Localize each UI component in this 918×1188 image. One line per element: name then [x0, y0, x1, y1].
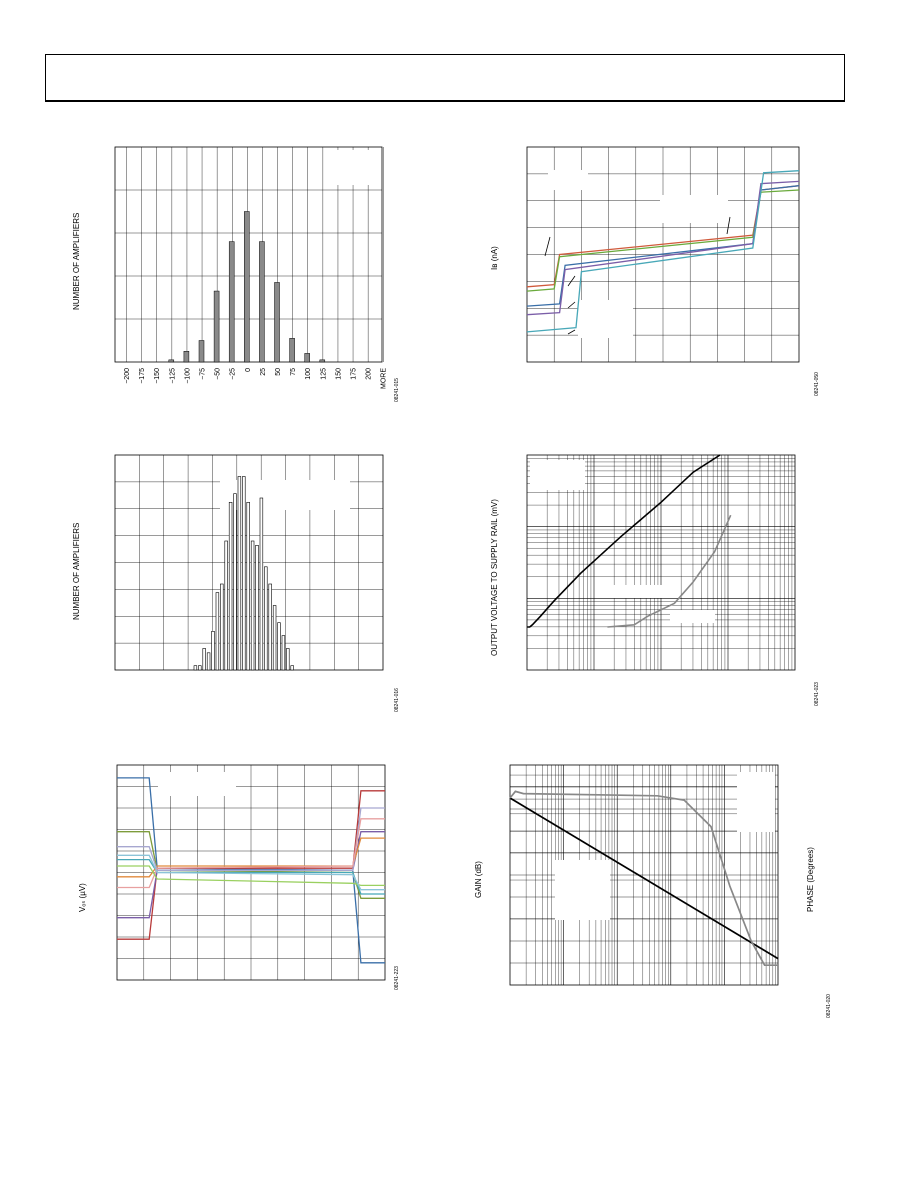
chart5-figure-code: 08241-023 — [814, 682, 820, 706]
chart-vos — [110, 760, 390, 990]
x-tick-label: −100 — [184, 368, 192, 384]
legend-box — [555, 860, 610, 920]
chart-ib — [520, 140, 810, 370]
legend-box — [737, 772, 775, 832]
chart1-y-axis-label: NUMBER OF AMPLIFIERS — [72, 212, 81, 310]
annotation-arrow — [545, 237, 550, 256]
x-tick-label: −50 — [214, 368, 222, 380]
chart-histogram-1 — [110, 140, 390, 400]
x-tick-label: 175 — [350, 368, 358, 380]
bar — [244, 212, 249, 363]
chart5-y-axis-label: OUTPUT VOLTAGE TO SUPPLY RAIL (mV) — [490, 499, 499, 656]
bar — [229, 502, 232, 670]
legend-box — [158, 772, 236, 796]
chart3-figure-code: 08241-223 — [394, 966, 400, 990]
legend-box — [610, 585, 665, 598]
bar — [225, 541, 228, 670]
chart-output-voltage — [520, 450, 810, 680]
annotation-arrow — [568, 330, 575, 334]
bar — [229, 242, 234, 362]
bar — [184, 351, 189, 362]
bar — [260, 498, 263, 670]
bar — [259, 242, 264, 362]
bar — [207, 653, 210, 670]
x-tick-label: −25 — [229, 368, 237, 380]
chart6-figure-code: 08241-020 — [826, 994, 832, 1018]
x-tick-label: 150 — [335, 368, 343, 380]
legend-box — [332, 150, 380, 185]
chart2-y-axis-label: NUMBER OF AMPLIFIERS — [72, 522, 81, 620]
bar — [290, 338, 295, 362]
x-tick-label: −200 — [124, 368, 131, 384]
bar — [269, 584, 272, 670]
bar — [273, 606, 276, 671]
legend-box — [578, 300, 633, 338]
chart4-figure-code: 08241-050 — [814, 372, 820, 396]
bar — [199, 341, 204, 363]
bar — [286, 649, 289, 671]
bar — [198, 666, 201, 670]
legend-box — [670, 610, 715, 623]
chart3-y-axis-label: Vₒₛ (µV) — [78, 883, 87, 912]
bar — [234, 494, 237, 670]
bar — [291, 666, 294, 670]
bar — [282, 636, 285, 670]
chart-gain-phase — [505, 760, 795, 1000]
bar — [220, 584, 223, 670]
x-tick-label: 75 — [290, 368, 298, 376]
chart6-y-axis-label-right: PHASE (Degrees) — [806, 847, 815, 912]
bar — [169, 360, 174, 362]
x-tick-label: 50 — [275, 368, 282, 376]
bar — [305, 353, 310, 362]
x-tick-label: 25 — [259, 368, 267, 376]
x-tick-label: −150 — [154, 368, 162, 384]
bar — [247, 502, 250, 670]
bar — [242, 477, 245, 671]
bar — [214, 291, 219, 362]
x-tick-label: 200 — [365, 368, 373, 380]
chart1-figure-code: 08241-015 — [394, 378, 400, 402]
chart6-y-axis-label-left: GAIN (dB) — [474, 861, 483, 898]
bar — [264, 567, 267, 670]
x-tick-label: 100 — [305, 368, 313, 380]
legend-box — [530, 460, 585, 490]
annotation-arrow — [568, 276, 575, 286]
bar — [251, 541, 254, 670]
bar — [256, 545, 259, 670]
x-tick-label: −75 — [199, 368, 207, 380]
chart-histogram-2 — [110, 450, 390, 680]
bar — [278, 623, 281, 670]
legend-box — [660, 195, 728, 223]
bar — [194, 666, 197, 670]
page-header-box — [45, 54, 845, 102]
chart4-y-axis-label: Iʙ (nA) — [490, 246, 499, 270]
x-tick-label: −175 — [139, 368, 147, 384]
x-tick-label: 0 — [244, 368, 252, 372]
bar — [238, 477, 241, 671]
x-tick-label: MORE — [380, 368, 388, 389]
bar — [212, 631, 215, 670]
bar — [275, 282, 280, 362]
x-tick-label: 125 — [320, 368, 328, 380]
chart2-figure-code: 08241-016 — [394, 688, 400, 712]
bar — [203, 649, 206, 671]
x-tick-label: −125 — [169, 368, 177, 384]
bar — [216, 593, 219, 670]
bar — [320, 360, 325, 362]
legend-box — [548, 170, 588, 190]
annotation-arrow — [568, 302, 575, 308]
